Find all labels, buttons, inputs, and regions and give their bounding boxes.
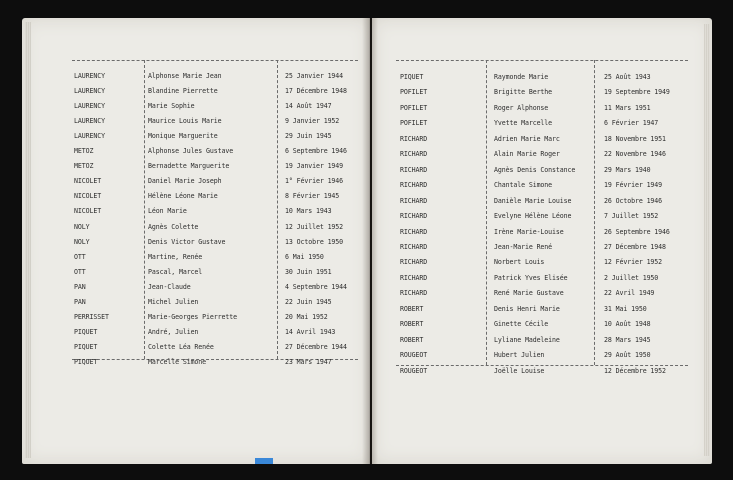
given-names-cell: Pascal, Marcel: [148, 267, 203, 276]
surname-cell: NICOLET: [74, 177, 102, 186]
given-names-cell: Agnès Denis Constance: [494, 165, 576, 174]
birth-date-cell: 26 Septembre 1946: [604, 227, 670, 236]
surname-cell: ROBERT: [400, 320, 424, 329]
surname-cell: RICHARD: [400, 212, 428, 221]
given-names-cell: Hubert Julien: [494, 351, 545, 360]
register-row: [0, 366, 733, 380]
surname-cell: OTT: [74, 267, 86, 276]
birth-date-cell: 14 Août 1947: [285, 102, 332, 111]
surname-cell: RICHARD: [400, 227, 428, 236]
surname-cell: PIQUET: [74, 342, 98, 351]
register-row: [0, 257, 733, 271]
surname-cell: PIQUET: [74, 357, 98, 366]
given-names-cell: Marie Sophie: [148, 102, 195, 111]
birth-date-cell: 10 Mars 1943: [285, 207, 332, 216]
given-names-cell: Brigitte Berthe: [494, 88, 553, 97]
birth-date-cell: 8 Février 1945: [285, 192, 340, 201]
given-names-cell: Joëlle Louise: [494, 366, 545, 375]
register-row: [0, 273, 733, 287]
birth-date-cell: 2 Juillet 1950: [604, 273, 659, 282]
surname-cell: PIQUET: [74, 327, 98, 336]
given-names-cell: Lyliane Madeleine: [494, 335, 560, 344]
given-names-cell: Evelyne Hélène Léone: [494, 212, 572, 221]
birth-date-cell: 9 Janvier 1952: [285, 117, 340, 126]
surname-cell: METOZ: [74, 147, 94, 156]
given-names-cell: Patrick Yves Elisée: [494, 273, 568, 282]
given-names-cell: Chantale Simone: [494, 181, 553, 190]
surname-cell: RICHARD: [400, 289, 428, 298]
surname-cell: METOZ: [74, 162, 94, 171]
birth-date-cell: 12 Décembre 1952: [604, 366, 666, 375]
birth-date-cell: 14 Avril 1943: [285, 327, 336, 336]
given-names-cell: Alphonse Marie Jean: [148, 72, 222, 80]
birth-date-cell: 12 Février 1952: [604, 258, 663, 267]
birth-date-cell: 29 Mars 1940: [604, 165, 651, 174]
surname-cell: LAURENCY: [74, 132, 105, 141]
birth-date-cell: 25 Août 1943: [604, 73, 651, 81]
given-names-cell: Michel Julien: [148, 297, 199, 306]
birth-date-cell: 6 Février 1947: [604, 119, 659, 128]
given-names-cell: Denis Henri Marie: [494, 304, 560, 313]
birth-date-cell: 22 Avril 1949: [604, 289, 655, 298]
given-names-cell: Alain Marie Roger: [494, 150, 560, 159]
birth-date-cell: 25 Janvier 1944: [285, 72, 344, 80]
register-row: [0, 118, 733, 132]
given-names-cell: Monique Marguerite: [148, 132, 218, 141]
given-names-cell: Jean-Marie René: [494, 242, 553, 251]
given-names-cell: Yvette Marcelle: [494, 119, 553, 128]
surname-cell: PAN: [74, 297, 86, 306]
given-names-cell: Colette Léa Renée: [148, 342, 214, 351]
birth-date-cell: 13 Octobre 1950: [285, 237, 344, 246]
birth-date-cell: 20 Mai 1952: [285, 312, 328, 321]
birth-date-cell: 6 Septembre 1946: [285, 147, 347, 156]
birth-date-cell: 7 Juillet 1952: [604, 212, 659, 221]
birth-date-cell: 29 Août 1950: [604, 351, 651, 360]
given-names-cell: Danièle Marie Louise: [494, 196, 572, 205]
birth-date-cell: 12 Juillet 1952: [285, 222, 344, 231]
given-names-cell: Irène Marie-Louise: [494, 227, 564, 236]
register-row: [0, 288, 733, 302]
surname-cell: PAN: [74, 282, 86, 291]
birth-date-cell: 19 Janvier 1949: [285, 162, 344, 171]
birth-date-cell: 29 Juin 1945: [285, 132, 332, 141]
birth-date-cell: 27 Décembre 1944: [285, 342, 347, 351]
surname-cell: POFILET: [400, 119, 428, 128]
birth-date-cell: 22 Novembre 1946: [604, 150, 666, 159]
given-names-cell: Agnès Colette: [148, 222, 199, 231]
surname-cell: NICOLET: [74, 192, 102, 201]
surname-cell: LAURENCY: [74, 102, 105, 111]
given-names-cell: Hélène Léone Marie: [148, 192, 218, 201]
register-row: [0, 304, 733, 318]
register-row: [0, 180, 733, 194]
surname-cell: RICHARD: [400, 134, 428, 143]
birth-date-cell: 4 Septembre 1944: [285, 282, 347, 291]
register-row: [0, 227, 733, 241]
surname-cell: ROBERT: [400, 304, 424, 313]
given-names-cell: André, Julien: [148, 327, 199, 336]
birth-date-cell: 19 Septembre 1949: [604, 88, 670, 97]
surname-cell: LAURENCY: [74, 87, 105, 96]
register-row: [0, 103, 733, 117]
given-names-cell: Léon Marie: [148, 207, 187, 216]
given-names-cell: Norbert Louis: [494, 258, 545, 267]
surname-cell: RICHARD: [400, 196, 428, 205]
birth-date-cell: 19 Février 1949: [604, 181, 663, 190]
surname-cell: RICHARD: [400, 150, 428, 159]
surname-cell: OTT: [74, 252, 86, 261]
surname-cell: ROUGEOT: [400, 366, 428, 375]
right-table-top-rule: [396, 60, 688, 61]
birth-date-cell: 1° Février 1946: [285, 177, 344, 186]
given-names-cell: Daniel Marie Joseph: [148, 177, 222, 186]
given-names-cell: Denis Victor Gustave: [148, 237, 226, 246]
register-row: [0, 242, 733, 256]
birth-date-cell: 23 Mars 1947: [285, 357, 332, 366]
birth-date-cell: 18 Novembre 1951: [604, 134, 666, 143]
surname-cell: RICHARD: [400, 242, 428, 251]
left-table-top-rule: [72, 60, 358, 61]
surname-cell: ROBERT: [400, 335, 424, 344]
blue-marker-tab: [255, 458, 273, 464]
register-row: [0, 165, 733, 179]
surname-cell: PIQUET: [400, 73, 424, 81]
birth-date-cell: 31 Mai 1950: [604, 304, 647, 313]
surname-cell: NOLY: [74, 237, 90, 246]
surname-cell: POFILET: [400, 103, 428, 112]
birth-date-cell: 11 Mars 1951: [604, 103, 651, 112]
register-row: [0, 350, 733, 364]
register-row: [0, 149, 733, 163]
surname-cell: LAURENCY: [74, 117, 105, 126]
birth-date-cell: 6 Mai 1950: [285, 252, 324, 261]
surname-cell: RICHARD: [400, 181, 428, 190]
given-names-cell: Raymonde Marie: [494, 73, 549, 81]
given-names-cell: René Marie Gustave: [494, 289, 564, 298]
given-names-cell: Alphonse Jules Gustave: [148, 147, 234, 156]
given-names-cell: Roger Alphonse: [494, 103, 549, 112]
register-row: [0, 335, 733, 349]
given-names-cell: Marcelle Simone: [148, 357, 207, 366]
birth-date-cell: 10 Août 1948: [604, 320, 651, 329]
register-row: [0, 211, 733, 225]
birth-date-cell: 26 Octobre 1946: [604, 196, 663, 205]
given-names-cell: Martine, Renée: [148, 252, 203, 261]
surname-cell: PERRISSET: [74, 312, 109, 321]
surname-cell: RICHARD: [400, 165, 428, 174]
surname-cell: LAURENCY: [74, 72, 105, 80]
birth-date-cell: 27 Décembre 1948: [604, 242, 666, 251]
given-names-cell: Jean-Claude: [148, 282, 191, 291]
surname-cell: POFILET: [400, 88, 428, 97]
surname-cell: NOLY: [74, 222, 90, 231]
surname-cell: ROUGEOT: [400, 351, 428, 360]
given-names-cell: Bernadette Marguerite: [148, 162, 230, 171]
register-row: [0, 134, 733, 148]
surname-cell: RICHARD: [400, 258, 428, 267]
surname-cell: NICOLET: [74, 207, 102, 216]
register-row: [0, 319, 733, 333]
surname-cell: RICHARD: [400, 273, 428, 282]
given-names-cell: Adrien Marie Marc: [494, 134, 560, 143]
given-names-cell: Blandine Pierrette: [148, 87, 218, 96]
birth-date-cell: 30 Juin 1951: [285, 267, 332, 276]
register-row: [0, 196, 733, 210]
birth-date-cell: 22 Juin 1945: [285, 297, 332, 306]
register-row: [0, 87, 733, 101]
birth-date-cell: 28 Mars 1945: [604, 335, 651, 344]
birth-date-cell: 17 Décembre 1948: [285, 87, 347, 96]
given-names-cell: Ginette Cécile: [494, 320, 549, 329]
register-row: [0, 72, 733, 86]
given-names-cell: Maurice Louis Marie: [148, 117, 222, 126]
given-names-cell: Marie-Georges Pierrette: [148, 312, 238, 321]
